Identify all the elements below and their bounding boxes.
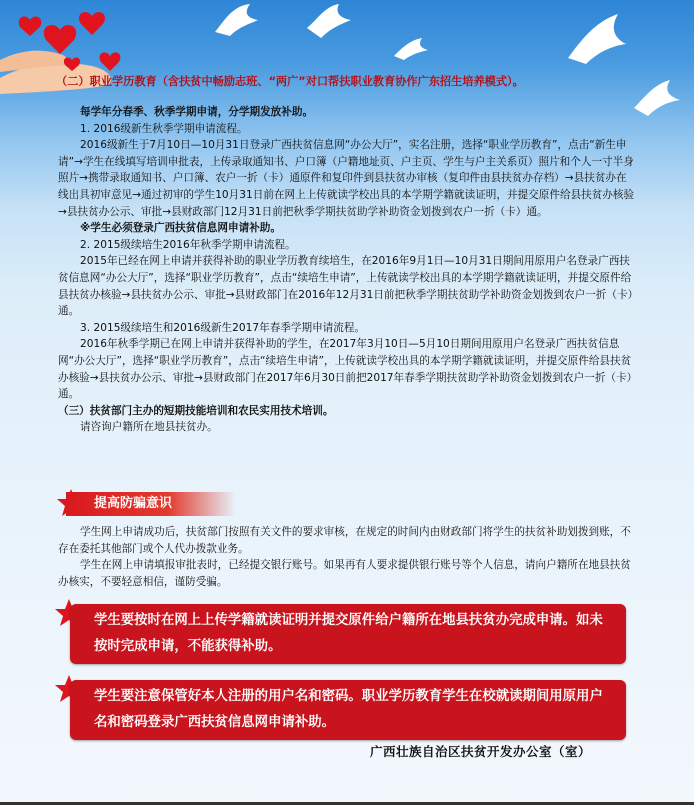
fraud-banner-text: 提高防骗意识 <box>94 496 173 511</box>
section-title <box>56 74 636 90</box>
step-1-heading: 1. 2016级新生秋季学期申请流程。 <box>80 122 248 135</box>
notice-box-1 <box>70 604 626 664</box>
dove-icon <box>210 2 270 42</box>
notice-box-2 <box>70 680 626 740</box>
dove-icon <box>560 8 630 68</box>
main-content <box>58 104 636 436</box>
step-3-body: 2016年秋季学期已在网上申请并获得补助的学生，在2017年3月10日—5月10日期间用原用户名登录广西扶贫信息网“办公大厅”，选择“职业学历教育”，点击“续培生申请”，上传就读学校出具的本学期学籍就读证明，并提交原件给县扶贫办核验→县扶贫办公示、审批→县财政部门在2017年6月30日前把2017年春季学期扶贫助学补助资金划拨到农户一折（卡）通。 <box>58 338 632 401</box>
dove-icon <box>630 78 685 118</box>
dove-icon <box>392 36 432 62</box>
step-3-heading: 3. 2015级续培生和2016级新生2017年春季学期申请流程。 <box>80 321 366 334</box>
section-3-body: 请咨询户籍所在地县扶贫办。 <box>80 421 218 434</box>
section-3-title: （三）扶贫部门主办的短期技能培训和农民实用技术培训。 <box>58 404 334 417</box>
notice-1-text: 学生要按时在网上上传学籍就读证明并提交原件给户籍所在地县扶贫办完成申请。如未按时完成申请，不能获得补助。 <box>94 613 603 654</box>
step-2-body: 2015年已经在网上申请并获得补助的职业学历教育续培生，在2016年9月1日—10月31日期间用原用户名登录广西扶贫信息网“办公大厅”，选择“职业学历教育”，点击“续培生申请”，上传就读学校出具的本学期学籍就读证明，并提交原件给县扶贫办核验→县扶贫办公示、审批→县财政部门在2016年12月31日前把秋季学期扶贫助学补助资金划拨到农户一折（卡）通。 <box>58 255 633 318</box>
fraud-banner <box>66 492 236 516</box>
dove-icon <box>305 0 360 40</box>
fraud-content <box>58 524 636 590</box>
step-2-heading: 2. 2015级续培生2016年秋季学期申请流程。 <box>80 238 296 251</box>
step-1-body: 2016级新生于7月10日—10月31日登录广西扶贫信息网“办公大厅”，实名注册，选择“职业学历教育”，点击“新生申请”→学生在线填写培训申批表，上传录取通知书、户口簿（户籍地址页、户主页、学生与户主关系页）照片和个人一寸半身照片→携带录取通知书、户口簿、农户一折（卡）通原件和复印件到县扶贫办审核（复印件由县扶贫办存档）→县扶贫办在线出具初审意见→通过初审的学生10月31日前在网上上传就读学校出具的本学期学籍就读证明，并提交原件给县扶贫办核验→县扶贫办公示、审批→县财政部门12月31日前把秋季学期扶贫助学补助资金划拨到农户一折（卡）通。 <box>58 139 635 218</box>
intro-text: 每学年分春季、秋季学期申请，分学期发放补助。 <box>80 106 314 118</box>
notice-2-text: 学生要注意保管好本人注册的用户名和密码。职业学历教育学生在校就读期间用原用户名和密码登录广西扶贫信息网申请补助。 <box>94 689 603 730</box>
step-1-note: ※学生必须登录广西扶贫信息网申请补助。 <box>80 222 281 235</box>
signature: 广西壮族自治区扶贫开发办公室（室） <box>370 744 592 759</box>
fraud-paragraph-2: 学生在网上申请填报审批表时，已经提交银行账号。如果再有人要求提供银行账号等个人信息，请向户籍所在地县扶贫办核实，不要轻意相信，谨防受骗。 <box>58 559 631 588</box>
section-title-text: （二）职业学历教育（含扶贫中畅励志班、“两广”对口帮扶职业教育协作广东招生培养模式）。 <box>56 75 524 88</box>
fraud-paragraph-1: 学生网上申请成功后，扶贫部门按照有关文件的要求审核，在规定的时间内由财政部门将学生的扶贫补助划拨到账，不存在委托其他部门或个人代办拨款业务。 <box>58 526 631 555</box>
